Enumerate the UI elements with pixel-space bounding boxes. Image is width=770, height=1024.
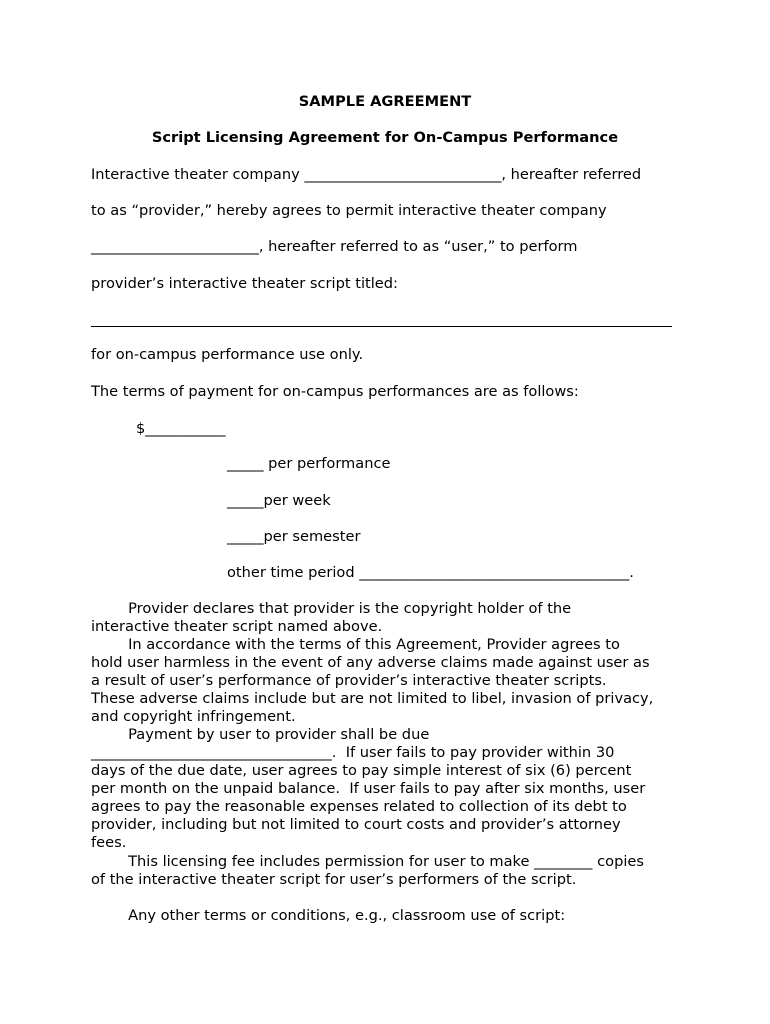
other-terms-line: Any other terms or conditions, e.g., classroom use of script: <box>91 907 566 924</box>
copies-line-1: This licensing fee includes permission for user to make ________ copies <box>91 853 644 870</box>
payment-terms-line-6: provider, including but not limited to court costs and provider’s attorney <box>91 816 621 833</box>
intro-line-5: for on-campus performance use only. <box>91 346 364 363</box>
payment-intro: The terms of payment for on-campus performances are as follows: <box>91 383 579 400</box>
harmless-line-1: In accordance with the terms of this Agreement, Provider agrees to <box>91 636 620 653</box>
harmless-line-4: These adverse claims include but are not limited to libel, invasion of privacy, <box>91 690 654 707</box>
intro-line-3: _______________________, hereafter referred to as “user,” to perform <box>91 238 578 255</box>
payment-terms-line-4: per month on the unpaid balance. If user fails to pay after six months, user <box>91 780 646 797</box>
payment-terms-line-3: days of the due date, user agrees to pay simple interest of six (6) percent <box>91 762 632 779</box>
document-subtitle: Script Licensing Agreement for On-Campus Performance <box>151 129 619 146</box>
copies-line-2: of the interactive theater script for user’s performers of the script. <box>91 871 577 888</box>
intro-line-2: to as “provider,” hereby agrees to permit interactive theater company <box>91 202 607 219</box>
payment-per-performance: _____ per performance <box>227 455 391 472</box>
payment-amount: $___________ <box>136 420 226 437</box>
harmless-line-3: a result of user’s performance of provider’s interactive theater scripts. <box>91 672 607 689</box>
payment-terms-line-5: agrees to pay the reasonable expenses related to collection of its debt to <box>91 798 627 815</box>
payment-other-period: other time period _____________________________________. <box>227 564 634 581</box>
script-title-blank <box>91 326 672 327</box>
copyright-line-2: interactive theater script named above. <box>91 618 383 635</box>
document-title: SAMPLE AGREEMENT <box>298 93 472 110</box>
copyright-line-1: Provider declares that provider is the copyright holder of the <box>91 600 572 617</box>
harmless-line-5: and copyright infringement. <box>91 708 296 725</box>
payment-terms-line-2: _________________________________. If user fails to pay provider within 30 <box>91 744 615 761</box>
intro-line-4: provider’s interactive theater script titled: <box>91 275 398 292</box>
payment-terms-line-1: Payment by user to provider shall be due <box>91 726 430 743</box>
intro-line-1: Interactive theater company ___________________________, hereafter referred <box>91 166 642 183</box>
payment-terms-line-7: fees. <box>91 834 127 851</box>
payment-per-week: _____per week <box>227 492 331 509</box>
payment-per-semester: _____per semester <box>227 528 361 545</box>
harmless-line-2: hold user harmless in the event of any adverse claims made against user as <box>91 654 650 671</box>
